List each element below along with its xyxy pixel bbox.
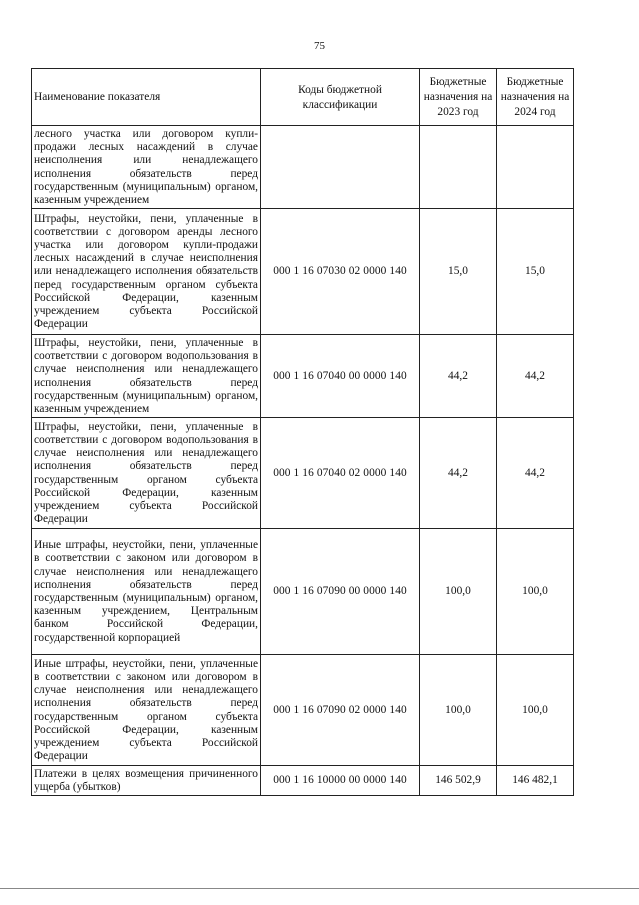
row-indicator-name: Иные штрафы, неустойки, пени, уплаченные в соответствии с законом или договором в случае неисполнения или ненадлежащего исполнения обязательств перед государственным органом субъекта Российской Федерации, казенным учреждением субъекта Российской Федерации [32,655,261,766]
table-row [32,655,574,766]
row-value-2024: 100,0 [497,655,574,766]
table-row [32,209,574,335]
row-value-2023: 44,2 [420,418,497,529]
table-row [32,418,574,529]
row-value-2023: 44,2 [420,335,497,418]
row-budget-code: 000 1 16 07040 02 0000 140 [261,418,420,529]
row-value-2024: 44,2 [497,418,574,529]
row-budget-code: 000 1 16 07090 02 0000 140 [261,655,420,766]
row-value-2024: 15,0 [497,209,574,335]
row-indicator-name: Иные штрафы, неустойки, пени, уплаченные в соответствии с законом или договором в случае неисполнения или ненадлежащего исполнения обязательств перед государственным (муниципальным) органом, казенным учреждением, Центральным банком Российской Федерации, государственной корпорацией [32,529,261,655]
table-row [32,335,574,418]
row-indicator-name: Штрафы, неустойки, пени, уплаченные в соответствии с договором водопользования в случае неисполнения или ненадлежащего исполнения обязательств перед государственным органом субъекта Российской Федерации, казенным учреждением субъекта Российской Федерации [32,418,261,529]
row-value-2024 [497,126,574,209]
row-value-2024: 146 482,1 [497,766,574,796]
table-row [32,766,574,796]
row-budget-code: 000 1 16 07040 00 0000 140 [261,335,420,418]
row-value-2023 [420,126,497,209]
table-row [32,529,574,655]
row-indicator-name: лесного участка или договором купли-продажи лесных насаждений в случае неисполнения или ненадлежащего исполнения обязательств перед государственным (муниципальным) органом, казенным учреждением [32,126,261,209]
row-value-2023: 15,0 [420,209,497,335]
page-number: 75 [314,40,325,52]
row-budget-code: 000 1 16 10000 00 0000 140 [261,766,420,796]
row-indicator-name: Платежи в целях возмещения причиненного ущерба (убытков) [32,766,261,796]
row-value-2023: 100,0 [420,529,497,655]
row-budget-code: 000 1 16 07090 00 0000 140 [261,529,420,655]
row-indicator-name: Штрафы, неустойки, пени, уплаченные в соответствии с договором аренды лесного участка или договором купли-продажи лесных насаждений в случае неисполнения или ненадлежащего исполнения обязательств перед государственным органом субъекта Российской Федерации, казенным учреждением субъекта Российской Федерации [32,209,261,335]
table-header-row [32,69,574,126]
row-indicator-name: Штрафы, неустойки, пени, уплаченные в соответствии с договором водопользования в случае неисполнения или ненадлежащего исполнения обязательств перед государственным (муниципальным) органом, казенным учреждением [32,335,261,418]
budget-table [31,68,574,796]
header-budget-code: Коды бюджетной классификации [261,69,420,126]
header-indicator-name: Наименование показателя [32,69,261,126]
row-value-2024: 100,0 [497,529,574,655]
row-value-2023: 100,0 [420,655,497,766]
table-row [32,126,574,209]
header-budget-2023: Бюджетные назначения на 2023 год [420,69,497,126]
header-budget-2024: Бюджетные назначения на 2024 год [497,69,574,126]
row-value-2024: 44,2 [497,335,574,418]
row-budget-code [261,126,420,209]
row-value-2023: 146 502,9 [420,766,497,796]
row-budget-code: 000 1 16 07030 02 0000 140 [261,209,420,335]
page-bottom-divider [0,888,639,889]
